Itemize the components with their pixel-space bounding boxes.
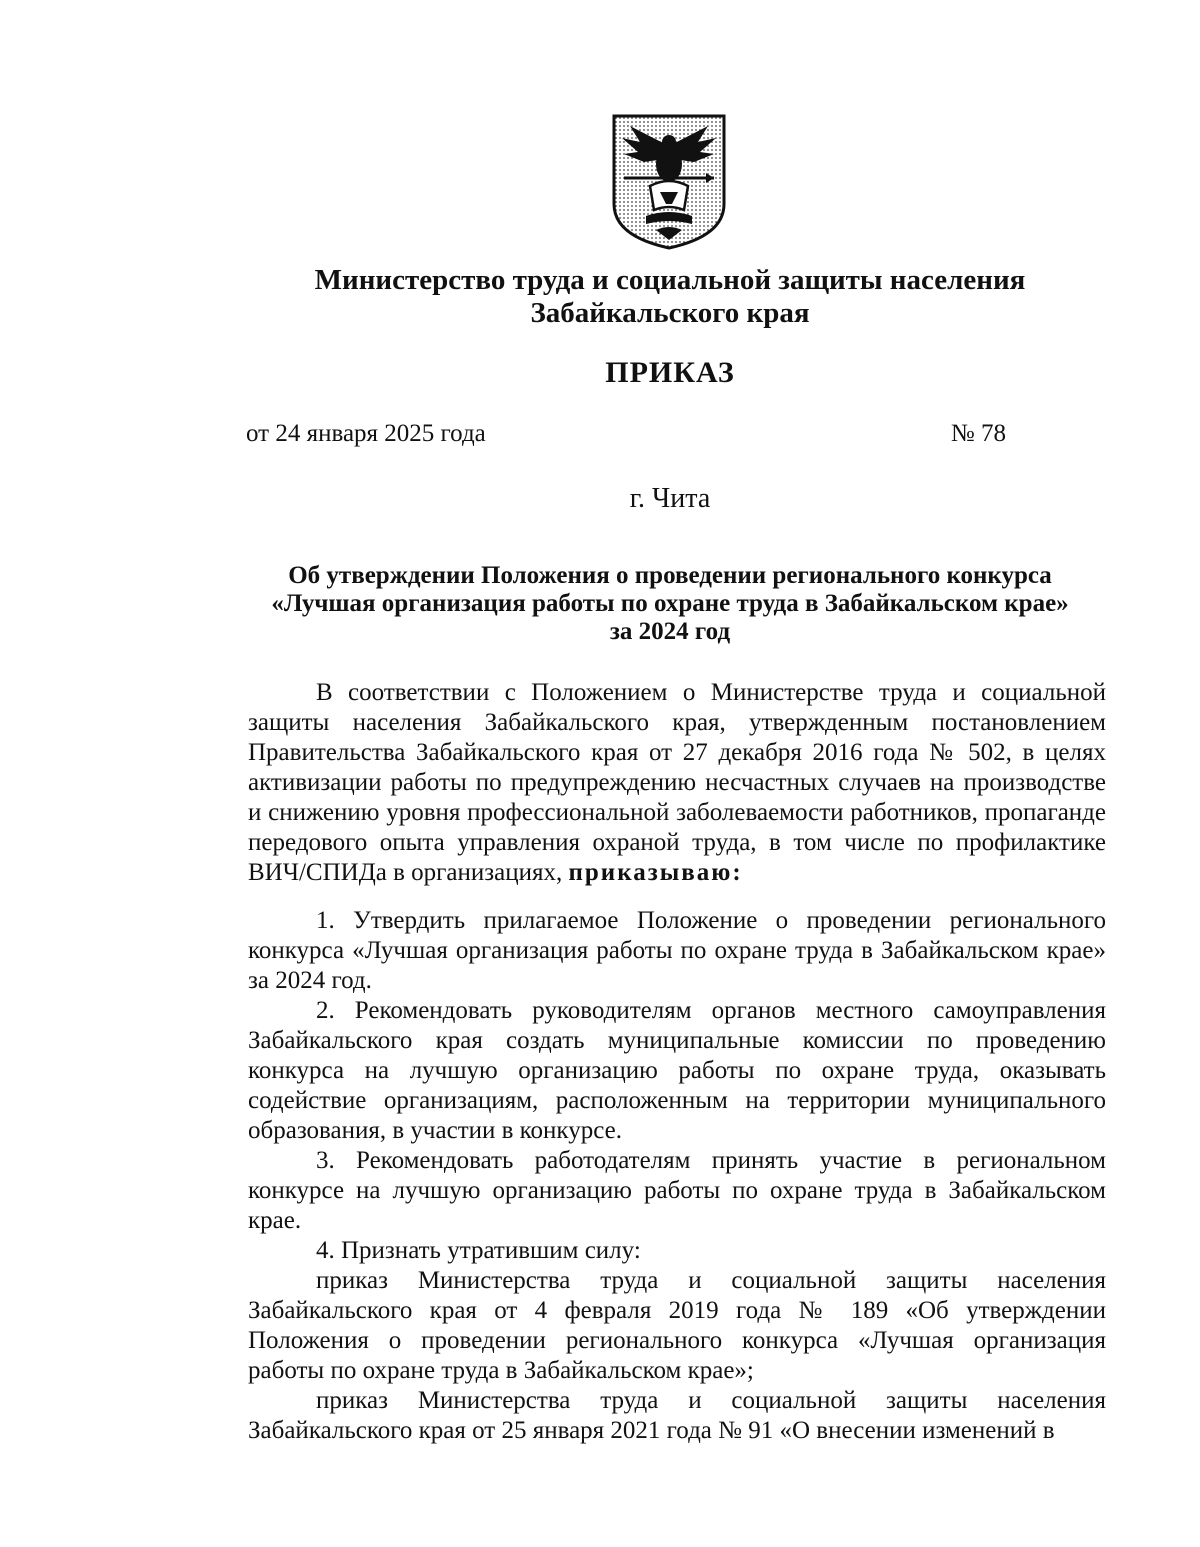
item-4: 4. Признать утратившим силу: xyxy=(316,1237,641,1264)
date-number-line xyxy=(246,420,1006,448)
item-4-b: приказ Министерства труда и социальной защиты населения Забайкальского края от 25 января 2021 года № 91 «О внесении изменений в xyxy=(248,1387,1106,1444)
order-title: ПРИКАЗ xyxy=(605,356,735,389)
subject-line2: «Лучшая организация работы по охране труда в Забайкальском крае» xyxy=(271,590,1069,617)
order-number: № 78 xyxy=(950,420,1006,447)
preamble-text: В соответствии с Положением о Министерстве труда и социальной защиты населения Забайкальского края, утвержденным постановлением Правительства Забайкальского края от 27 декабря 2016 года № 502, в целях активизации работы по предупреждению несчастных случаев на производстве и снижению уровня профессиональной заболеваемости работников, пропаганде передового опыта управления охраной труда, в том числе по профилактике ВИЧ/СПИДа в организациях, xyxy=(248,679,1106,886)
order-subject xyxy=(200,562,1140,646)
order-body xyxy=(248,678,1106,1446)
ministry-name-line2: Забайкальского края xyxy=(530,297,810,329)
item-3: 3. Рекомендовать работодателям принять участие в региональном конкурсе на лучшую организацию работы по охране труда в Забайкальском крае. xyxy=(248,1147,1106,1234)
preamble-emphasis: приказываю: xyxy=(568,859,743,886)
subject-line1: Об утверждении Положения о проведении регионального конкурса xyxy=(288,562,1052,589)
order-date: от 24 января 2025 года xyxy=(246,420,486,447)
item-2: 2. Рекомендовать руководителям органов местного самоуправления Забайкальского края создать муниципальные комиссии по проведению конкурса на лучшую организацию работы по охране труда, оказывать содействие организациям, расположенным на территории муниципального образования, в участии в конкурсе. xyxy=(248,997,1106,1144)
city: г. Чита xyxy=(629,483,711,514)
subject-line3: за 2024 год xyxy=(609,618,731,645)
ministry-name xyxy=(150,264,1190,330)
ministry-name-line1: Министерство труда и социальной защиты населения xyxy=(314,264,1026,296)
coat-of-arms-icon xyxy=(610,112,728,252)
item-1: 1. Утвердить прилагаемое Положение о проведении регионального конкурса «Лучшая организация работы по охране труда в Забайкальском крае» за 2024 год. xyxy=(248,907,1106,994)
item-4-a: приказ Министерства труда и социальной защиты населения Забайкальского края от 4 февраля 2019 года № 189 «Об утверждении Положения о проведении регионального конкурса «Лучшая организация работы по охране труда в Забайкальском крае»; xyxy=(248,1267,1106,1384)
preamble-paragraph xyxy=(248,678,1106,888)
